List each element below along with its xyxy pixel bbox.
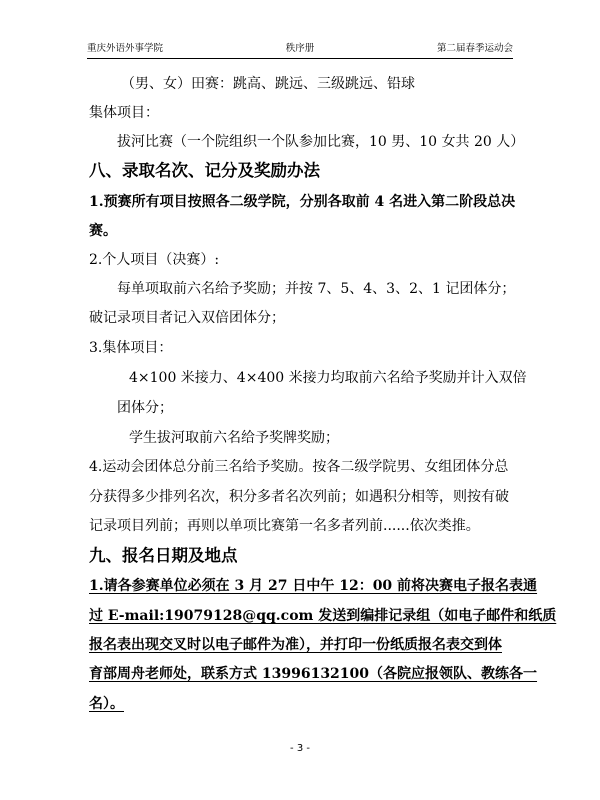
- registration-line-1: 1.请各参赛单位必须在 3 月 27 日中午 12：00 前将决赛电子报名表通: [89, 578, 538, 594]
- page-header: [87, 40, 513, 59]
- registration-line-5: 名）。: [89, 696, 124, 712]
- rule-4-line-a: 4.运动会团体总分前三名给予奖励。按各二级学院男、女组团体分总: [89, 459, 509, 475]
- rule-2-heading: 2.个人项目（决赛）:: [89, 252, 220, 268]
- section-8-heading: 八、录取名次、记分及奖励办法: [89, 161, 320, 180]
- rule-1-line-a: 1.预赛所有项目按照各二级学院，分别各取前 4 名进入第二阶段总决: [89, 194, 516, 210]
- registration-line-3: 报名表出现交叉时以电子邮件为准），并打印一份纸质报名表交到体: [89, 637, 502, 653]
- page-number: - 3 -: [290, 743, 310, 754]
- team-events-label: 集体项目：: [89, 105, 159, 121]
- header-doc-title: 秩序册: [285, 43, 315, 54]
- header-event-name: 第二届春季运动会: [436, 43, 513, 54]
- rule-3-line-a: 4×100 米接力、4×400 米接力均取前六名给予奖励并计入双倍: [129, 370, 527, 386]
- rule-3-heading: 3.集体项目：: [89, 340, 173, 356]
- rule-3-line-c: 学生拔河取前六名给予奖牌奖励；: [129, 430, 339, 446]
- rule-4-line-c: 记录项目列前；再则以单项比赛第一名多者列前......依次类推。: [89, 518, 480, 534]
- rule-2-line-b: 破记录项目者记入双倍团体分；: [89, 310, 285, 326]
- rule-4-line-b: 分获得多少排列名次，积分多者名次列前；如遇积分相等，则按有破: [89, 489, 509, 505]
- registration-line-2: 过 E-mail:19079128@qq.com 发送到编排记录组（如电子邮件和纸质: [89, 608, 557, 624]
- registration-line-4: 育部周舟老师处，联系方式 13996132100（各院应报领队、教练各一: [89, 666, 538, 682]
- tug-of-war-line: 拔河比赛（一个院组织一个队参加比赛，10 男、10 女共 20 人）: [117, 134, 525, 150]
- field-events-line: （男、女）田赛：跳高、跳远、三级跳远、铅球: [121, 76, 415, 92]
- section-9-heading: 九、报名日期及地点: [89, 546, 238, 565]
- rule-2-line-a: 每单项取前六名给予奖励；并按 7、5、4、3、2、1 记团体分；: [117, 281, 516, 297]
- rule-1-line-b: 赛。: [89, 223, 117, 239]
- header-school-name: 重庆外语外事学院: [87, 43, 164, 54]
- rule-3-line-b: 团体分；: [117, 400, 173, 416]
